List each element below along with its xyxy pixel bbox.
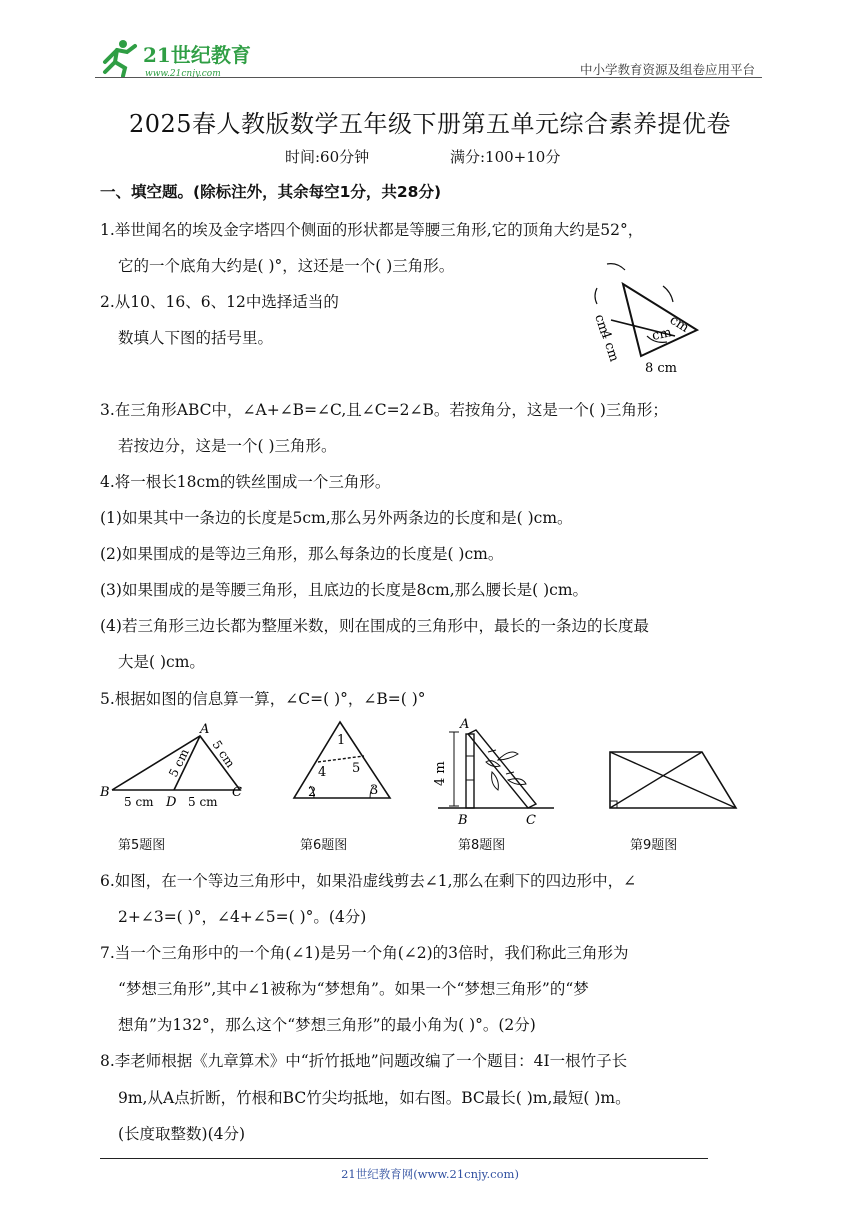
q7-line1: 7.当一个三角形中的一个角(∠1)是另一个角(∠2)的3倍时，我们称此三角形为 <box>100 944 629 962</box>
q4-sub3: (3)如果围成的是等腰三角形，且底边的长度是8cm,那么腰长是( )cm。 <box>100 581 589 599</box>
q2-triangle-figure <box>585 258 715 380</box>
q8-line3: (长度取整数)(4分) <box>118 1125 246 1143</box>
q2-line2: 数填人下图的括号里。 <box>118 329 274 347</box>
q2-label-8cm: 8 cm <box>645 361 678 376</box>
fig5-B: B <box>100 785 110 800</box>
fig9 <box>606 746 740 812</box>
time-limit: 时间:60分钟 <box>285 148 370 166</box>
q2-label-4cm: 4 cm <box>597 328 622 364</box>
q2-line1: 2.从10、16、6、12中选择适当的 <box>100 293 339 311</box>
runner-icon <box>105 40 135 76</box>
fig6 <box>290 716 400 804</box>
fig8-C: C <box>526 813 536 828</box>
fig5-D: D <box>166 795 177 810</box>
section-heading: 一、填空题。(除标注外，其余每空1分，共28分) <box>100 183 442 201</box>
fig8-height: 4 m <box>433 761 448 786</box>
fig5-caption: 第5题图 <box>118 838 166 853</box>
fig5 <box>98 718 258 813</box>
logo-url: www.21cnjy.com <box>145 69 221 79</box>
q4-sub2: (2)如果围成的是等边三角形，那么每条边的长度是( )cm。 <box>100 545 504 563</box>
logo-text: 21世纪教育 <box>143 43 251 67</box>
q6-line2: 2+∠3=( )°，∠4+∠5=( )°。(4分) <box>118 908 367 926</box>
footer-divider <box>100 1158 708 1159</box>
fig9-caption: 第9题图 <box>630 838 678 853</box>
q6-line1: 6.如图，在一个等边三角形中，如果沿虚线剪去∠1,那么在剩下的四边形中，∠ <box>100 872 637 890</box>
q8-line2: 9m,从A点折断，竹根和BC竹尖均抵地，如右图。BC最长( )m,最短( )m。 <box>118 1089 631 1107</box>
footer-text: 21世纪教育网(www.21cnjy.com) <box>341 1167 519 1181</box>
fig8-A: A <box>460 717 470 732</box>
q4-sub1: (1)如果其中一条边的长度是5cm,那么另外两条边的长度和是( )cm。 <box>100 509 573 527</box>
fig9-diagonal1 <box>610 752 736 808</box>
fig5-ad-len: 5 cm <box>166 746 192 780</box>
paren-right <box>663 286 673 302</box>
q1-line2: 它的一个底角大约是( )°，这还是一个( )三角形。 <box>118 257 455 275</box>
fig6-angle2: 2 <box>308 785 317 800</box>
fig6-caption: 第6题图 <box>300 838 348 853</box>
full-score: 满分:100+10分 <box>450 148 561 166</box>
fig9-diagonal2 <box>610 752 702 808</box>
q8-line1: 8.李老师根据《九章算术》中“折竹抵地”问题改编了一个题目：4I一根竹子长 <box>100 1052 628 1070</box>
fig8-bamboo-stump <box>466 734 474 808</box>
q4-sub4b: 大是( )cm。 <box>118 653 205 671</box>
fig5-dc-len: 5 cm <box>188 795 218 809</box>
fig6-angle1: 1 <box>337 733 346 748</box>
q5-line1: 5.根据如图的信息算一算，∠C=( )°，∠B=( )° <box>100 690 426 708</box>
q3-line2: 若按边分，这是一个( )三角形。 <box>118 437 337 455</box>
logo <box>95 36 265 82</box>
paren-top <box>607 264 625 270</box>
fig5-ac-len: 5 cm <box>209 737 238 771</box>
fig6-angle5: 5 <box>352 761 361 776</box>
q3-line1: 3.在三角形ABC中，∠A+∠B=∠C,且∠C=2∠B。若按角分，这是一个( )三角形； <box>100 401 668 419</box>
fig5-C: C <box>232 785 242 800</box>
fig6-angle3: 3 <box>370 783 379 798</box>
fig5-A: A <box>200 722 210 737</box>
q2-label-right-cm: cm <box>666 312 692 336</box>
fig8-B: B <box>458 813 468 828</box>
fig8-caption: 第8题图 <box>458 838 506 853</box>
q4-sub4a: (4)若三角形三边长都为整厘米数，则在围成的三角形中，最长的一条边的长度最 <box>100 617 649 635</box>
header-divider <box>95 77 762 78</box>
platform-text: 中小学教育资源及组卷应用平台 <box>579 62 755 77</box>
fig8-bamboo-top <box>468 730 536 808</box>
fig6-angle4: 4 <box>318 765 327 780</box>
q1-line1: 1.举世闻名的埃及金字塔四个侧面的形状都是等腰三角形,它的顶角大约是52°， <box>100 221 644 239</box>
q2-label-inner-cm: cm <box>650 325 674 344</box>
fig8 <box>432 714 562 828</box>
q7-line3: 想角”为132°，那么这个“梦想三角形”的最小角为( )°。(2分) <box>118 1016 536 1034</box>
q7-line2: “梦想三角形”,其中∠1被称为“梦想角”。如果一个“梦想三角形”的“梦 <box>118 980 589 998</box>
paren-left <box>595 288 597 304</box>
page-title: 2025春人教版数学五年级下册第五单元综合素养提优卷 <box>128 110 732 138</box>
q2-label-left-cm: cm <box>591 312 612 336</box>
q4-line1: 4.将一根长18cm的铁丝围成一个三角形。 <box>100 473 391 491</box>
fig5-bd-len: 5 cm <box>124 795 154 809</box>
